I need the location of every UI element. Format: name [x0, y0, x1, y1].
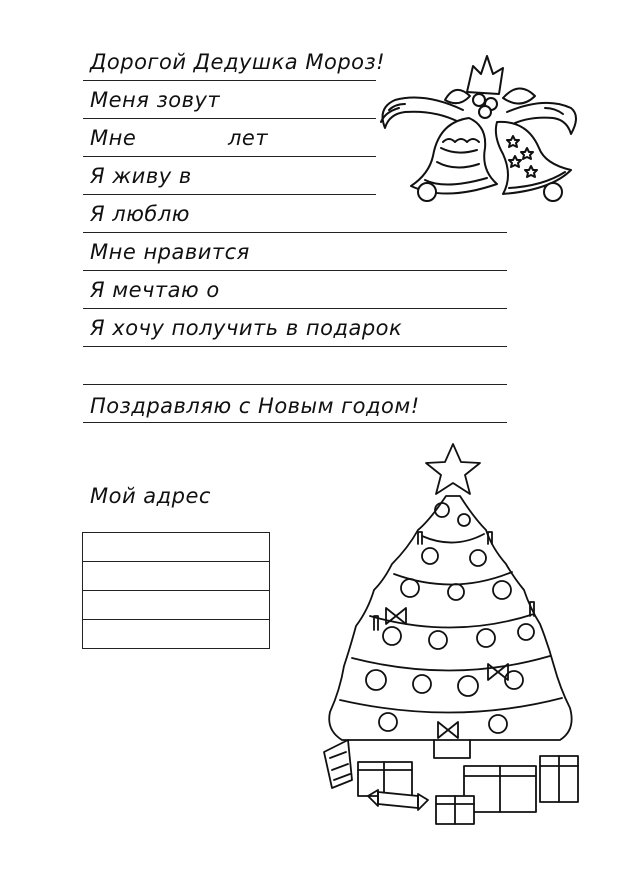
line-5[interactable]	[83, 232, 507, 233]
line-1	[83, 80, 376, 81]
line-9[interactable]	[83, 384, 507, 385]
line-3[interactable]	[83, 156, 376, 157]
line-6[interactable]	[83, 270, 507, 271]
dream-label: Я мечтаю о	[90, 278, 220, 302]
line-2[interactable]	[83, 118, 376, 119]
line-4[interactable]	[83, 194, 376, 195]
address-box	[82, 532, 270, 649]
love-label: Я люблю	[90, 202, 190, 226]
line-8[interactable]	[83, 346, 507, 347]
line-7[interactable]	[83, 308, 507, 309]
name-label: Меня зовут	[90, 88, 221, 112]
live-label: Я живу в	[90, 164, 192, 188]
address-row-3[interactable]	[83, 591, 269, 620]
age-prefix: Мне	[90, 126, 137, 150]
christmas-bells-icon	[375, 52, 580, 212]
age-suffix: лет	[228, 126, 269, 150]
congrats-text: Поздравляю с Новым годом!	[90, 394, 420, 418]
christmas-tree-icon	[318, 440, 588, 830]
address-row-4[interactable]	[83, 620, 269, 649]
address-title: Мой адрес	[90, 484, 211, 508]
line-10	[83, 422, 507, 423]
like-label: Мне нравится	[90, 240, 250, 264]
gift-label: Я хочу получить в подарок	[90, 316, 403, 340]
address-row-2[interactable]	[83, 562, 269, 591]
greeting-text: Дорогой Дедушка Мороз!	[90, 50, 386, 74]
address-row-1[interactable]	[83, 533, 269, 562]
